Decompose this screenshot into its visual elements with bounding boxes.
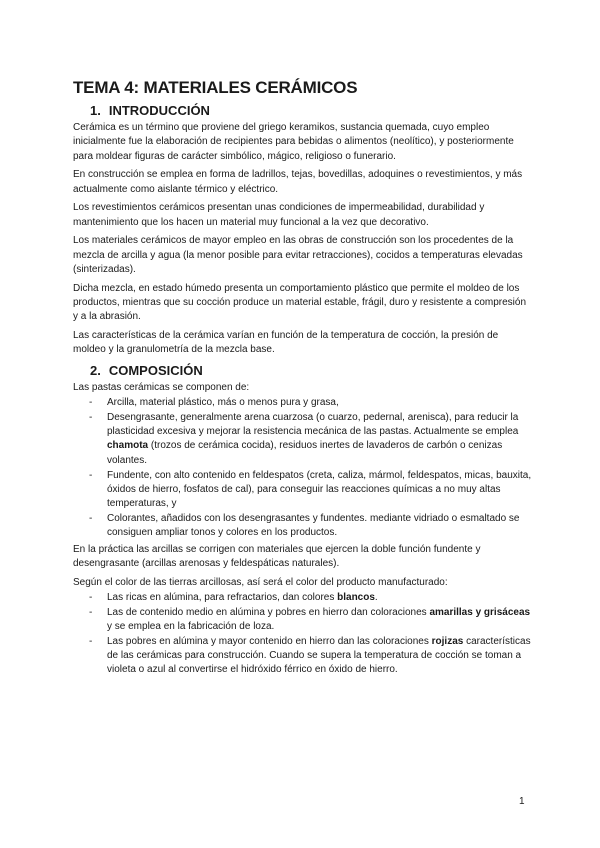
paragraph: Dicha mezcla, en estado húmedo presenta un comportamiento plástico que permite el moldeo de los productos, mientras que su cocción produce un material estable, frágil, duro y resistente a compresión y a la abrasión. xyxy=(73,282,527,323)
list-item-text: Desengrasante, generalmente arena cuarzosa (o cuarzo, pedernal, arenisca), para reducir la plasticidad excesiva y mejorar la resistencia mecánica de las pastas. Actualmente se emplea xyxy=(107,411,519,438)
list-item-text: Las pobres en alúmina y mayor contenido en hierro dan las coloraciones xyxy=(107,635,432,647)
paragraph: Las características de la cerámica varían en función de la temperatura de cocción, la presión de moldeo y la granulometría de la mezcla base. xyxy=(73,329,499,356)
bold-term: chamota xyxy=(107,440,149,452)
list-item xyxy=(73,469,533,512)
list-item-text: Las ricas en alúmina, para refractarios, dan colores xyxy=(107,591,338,603)
paragraph: Cerámica es un término que proviene del griego keramikos, sustancia quemada, cuyo empleo inicialmente fue la elaboración de recipientes para bebidas o alimentos (neolítico), y posteriormente para moldear figuras de carácter simbólico, mágico, religioso o funerario. xyxy=(73,122,514,162)
list-item-text: Fundente, con alto contenido en feldespatos (creta, caliza, mármol, feldespatos, micas, bauxita, óxidos de hierro, fosfatos de cal), para conseguir las reacciones químicas a no muy altas temperaturas, y xyxy=(107,469,532,510)
bold-term: amarillas y grisáceas xyxy=(429,606,531,618)
list-dash: - xyxy=(89,635,93,647)
document-page xyxy=(73,78,533,680)
section-title: INTRODUCCIÓN xyxy=(108,103,210,118)
list-item xyxy=(73,396,533,410)
section-heading-introduccion xyxy=(90,102,533,119)
section-number: 2. xyxy=(90,362,101,378)
composition-list xyxy=(73,396,533,540)
color-list xyxy=(73,591,533,678)
paragraph: Los materiales cerámicos de mayor empleo en las obras de construcción son los procedentes de la mezcla de arcilla y agua (la menor posible para evitar retracciones), cocidos a temperaturas elevadas (sinterizadas). xyxy=(73,235,523,275)
list-dash: - xyxy=(89,591,93,603)
list-dash: - xyxy=(89,606,93,618)
list-item xyxy=(73,591,533,605)
bold-term: rojizas xyxy=(431,635,464,647)
list-item-text: características de las cerámicas para construcción. Cuando se supera la temperatura de cocción se toman a violeta o azul al convertirse el hidróxido férrico en óxido de hierro. xyxy=(107,635,531,676)
list-item-text: . xyxy=(374,591,378,603)
list-dash: - xyxy=(89,397,93,409)
section-title: COMPOSICIÓN xyxy=(108,362,203,378)
page-title: TEMA 4: MATERIALES CERÁMICOS xyxy=(73,78,358,97)
list-item xyxy=(73,411,533,468)
list-item-text: Las de contenido medio en alúmina y pobres en hierro dan coloraciones xyxy=(107,606,430,618)
list-item-text: Colorantes, añadidos con los desengrasantes y fundentes. mediante vidriado o esmaltado se consiguen ampliar tonos y colores en los productos. xyxy=(107,512,520,539)
paragraph: En la práctica las arcillas se corrigen con materiales que ejercen la doble función fundente y desengrasante (arcillas arenosas y feldespáticas naturales). xyxy=(73,543,481,569)
list-item-text: y se emplea en la fabricación de loza. xyxy=(107,620,275,632)
list-dash: - xyxy=(89,411,93,423)
list-dash: - xyxy=(89,469,93,481)
section-heading-composicion xyxy=(90,362,533,379)
list-item xyxy=(73,635,533,678)
paragraph: Las pastas cerámicas se componen de: xyxy=(73,381,250,393)
list-item-text: (trozos de cerámica cocida), residuos inertes de lavaderos de carbón o cenizas volantes. xyxy=(107,440,503,466)
paragraph: Según el color de las tierras arcillosas, así será el color del producto manufacturado: xyxy=(73,576,448,588)
paragraph: En construcción se emplea en forma de ladrillos, tejas, bovedillas, adoquines o revestimientos, y más actualmente como aislante térmico y eléctrico. xyxy=(73,169,523,195)
section-number: 1. xyxy=(90,103,101,118)
bold-term: blancos xyxy=(337,591,375,603)
list-dash: - xyxy=(89,512,93,524)
list-item xyxy=(73,512,533,541)
list-item xyxy=(73,606,533,635)
paragraph: Los revestimientos cerámicos presentan unas condiciones de impermeabilidad, durabilidad y mantenimiento que los hacen un material muy funcional a la vez que decorativo. xyxy=(73,202,485,228)
page-number: 1 xyxy=(519,796,525,807)
list-item-text: Arcilla, material plástico, más o menos pura y grasa, xyxy=(107,397,339,409)
